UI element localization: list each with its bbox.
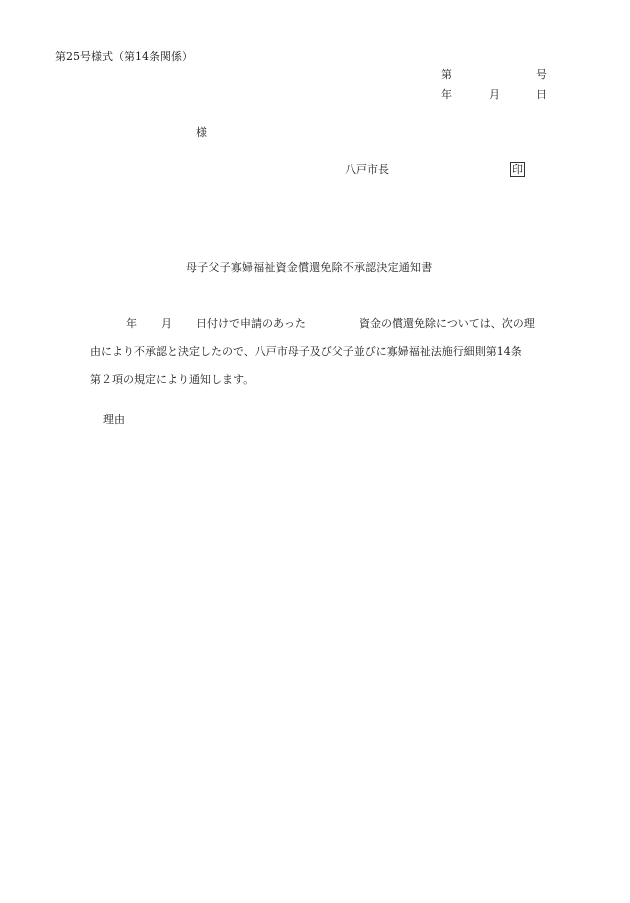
seal-mark: 印 [512,163,523,176]
body-line-3: 第２項の規定により通知します。 [90,373,255,386]
date-month-label: 月 [489,88,500,101]
reason-label: 理由 [103,413,125,426]
body-day-text: 日付けで申請のあった [196,317,306,330]
form-number: 第25号様式（第14条関係） [55,50,193,63]
document-title: 母子父子寡婦福祉資金償還免除不承認決定通知書 [186,261,433,274]
document-number-prefix: 第 [441,68,452,81]
date-year-label: 年 [441,88,452,101]
body-line1-rest: 資金の償還免除については、次の理 [359,317,535,330]
body-year-label: 年 [126,317,137,330]
body-month-label: 月 [161,317,172,330]
document-number-suffix: 号 [536,68,547,81]
body-line-2: 由により不承認と決定したので、八戸市母子及び父子並びに寡婦福祉法施行細則第14条 [90,345,522,358]
issuer-name: 八戸市長 [345,163,389,176]
date-day-label: 日 [536,88,547,101]
addressee-honorific: 様 [196,126,207,139]
